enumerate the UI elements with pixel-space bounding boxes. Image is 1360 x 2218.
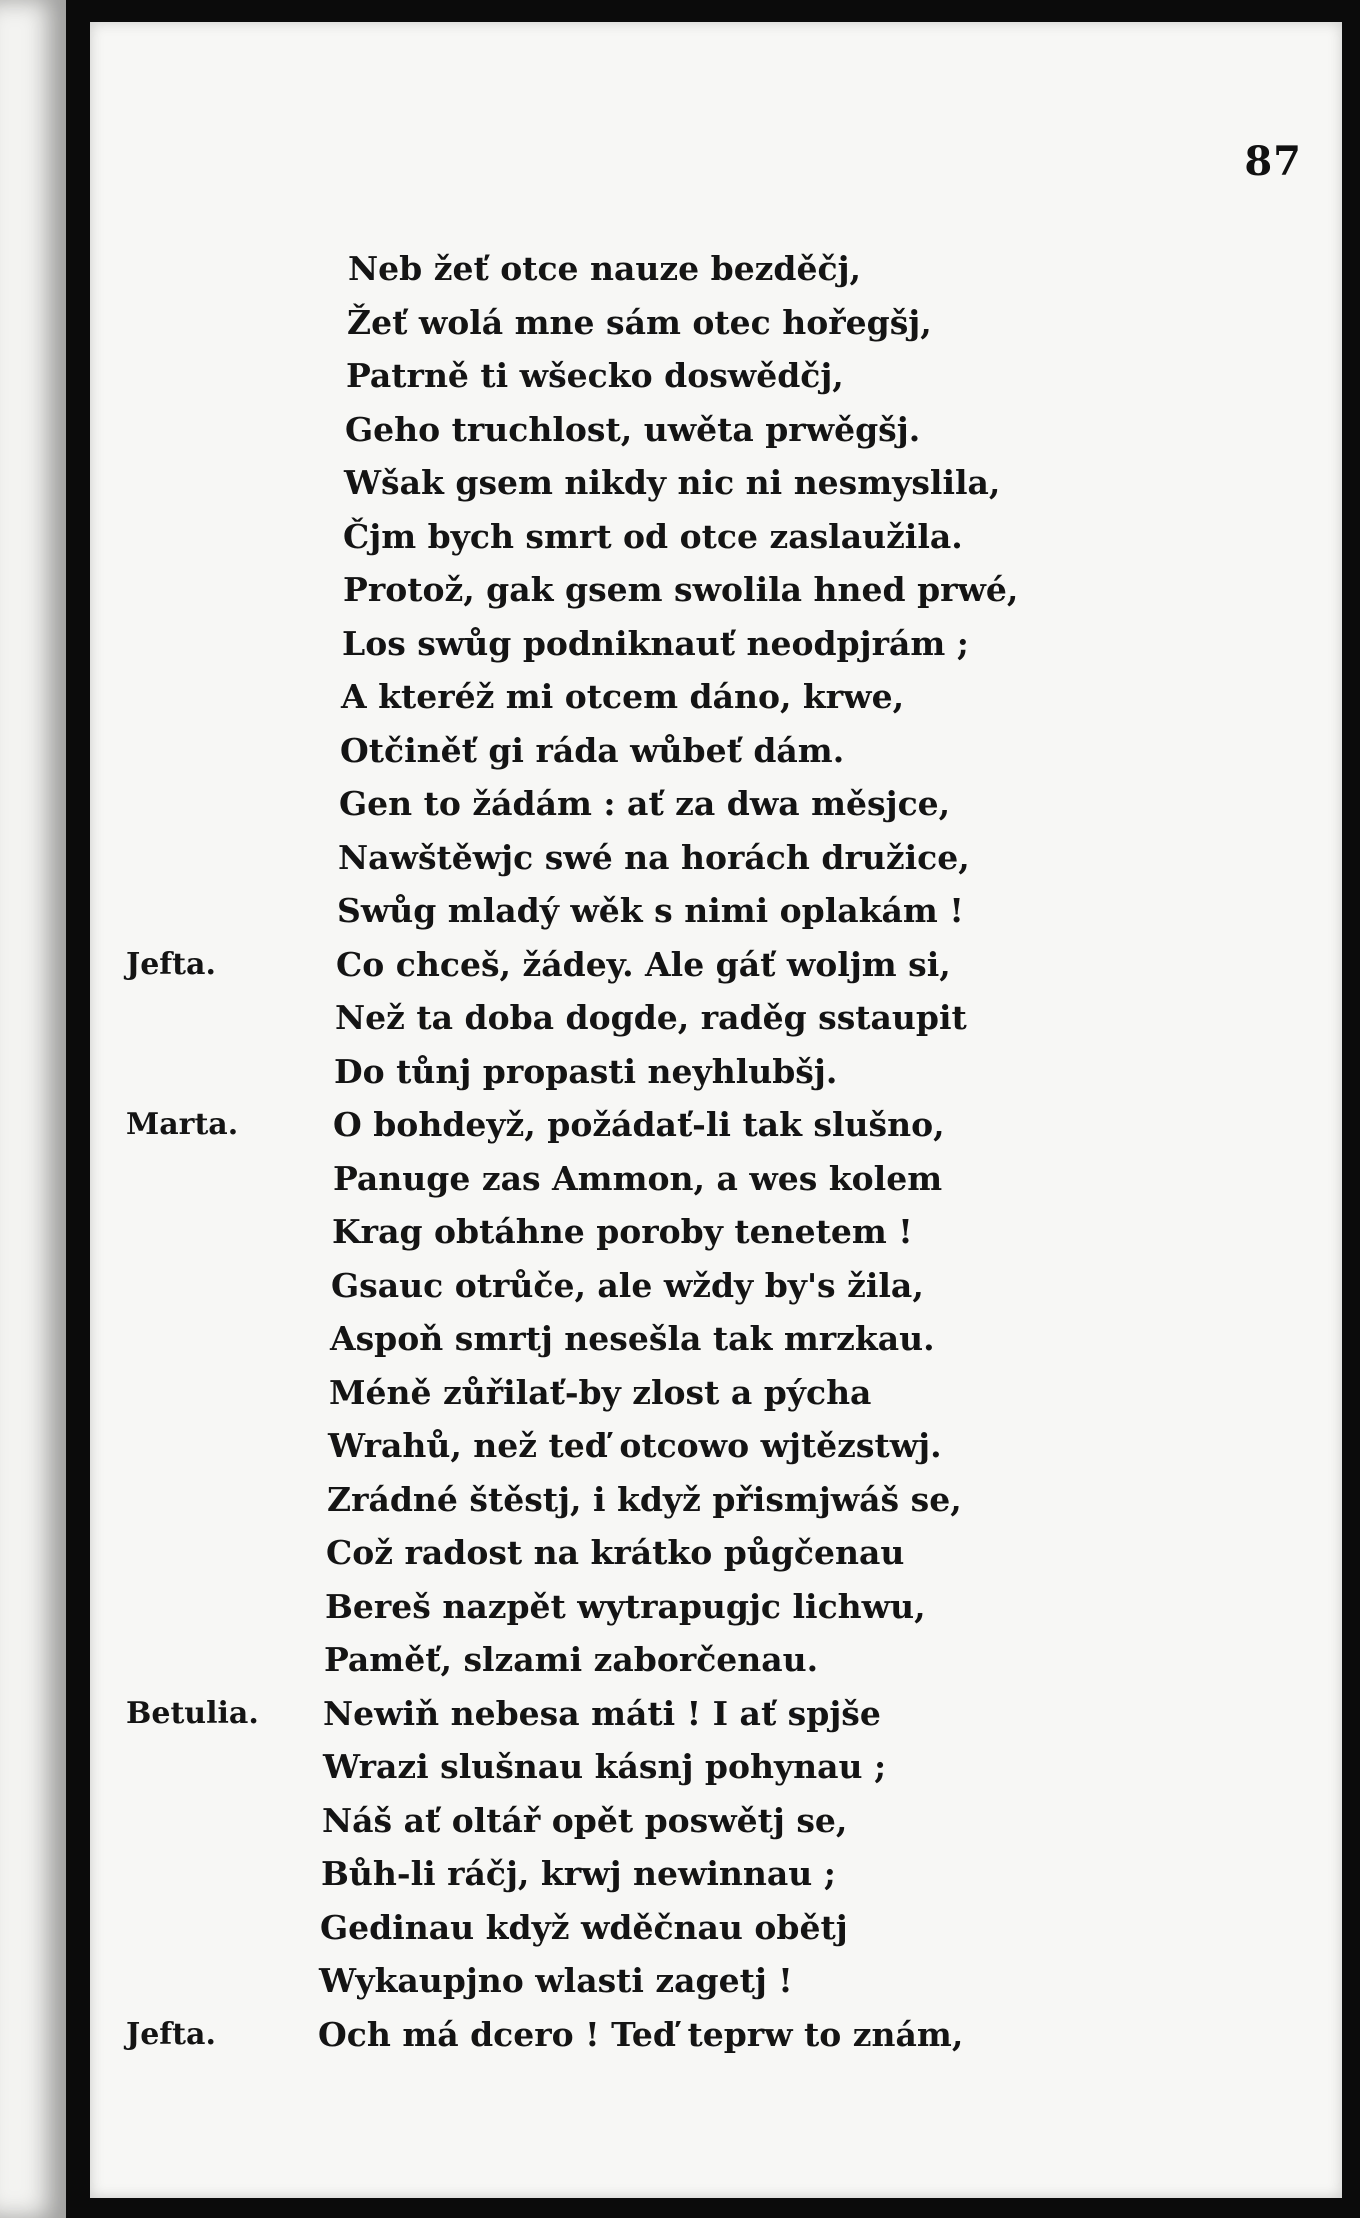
verse-line [90,563,1342,617]
verse-line [90,1366,1342,1420]
verse-line [90,296,1342,350]
verse-text: Krag obtáhne poroby tenetem ! [332,1212,913,1251]
speaker-name: Jefta. [126,2016,216,2052]
verse-text: Patrně ti wšecko doswědčj, [346,356,844,395]
verse-line [90,617,1342,671]
verse-text: Wšak gsem nikdy nic ni nesmyslila, [344,463,1001,502]
verse-text: Než ta doba dogde, raděg sstaupit [335,998,967,1037]
verse-line [90,1473,1342,1527]
adjacent-page-edge [0,0,66,2218]
verse-line [90,1847,1342,1901]
verse-text: Zrádné štěstj, i když přismjwáš se, [327,1479,962,1519]
verse-line [90,510,1342,564]
verse-line [90,1580,1342,1634]
book-page [90,22,1342,2198]
verse-text: Paměť, slzami zaborčenau. [324,1640,819,1679]
verse-text: Gen to žádám : ať za dwa měsjce, [339,784,951,823]
verse-line [90,242,1342,296]
verse-text: Newiň nebesa máti ! I ať spjše [323,1693,881,1733]
verse-line [90,1098,1342,1152]
verse-block [90,242,1342,2061]
verse-text: Nawštěwjc swé na horách družice, [338,837,970,877]
verse-line [90,1205,1342,1259]
verse-line [90,1259,1342,1313]
verse-text: Gsauc otrůče, ale wždy by's žila, [331,1265,924,1305]
page-number: 87 [1244,138,1302,185]
verse-text: Aspoň smrtj nesešla tak mrzkau. [330,1319,935,1358]
verse-line [90,884,1342,938]
verse-text: Bůh-li ráčj, krwj newinnau ; [321,1854,836,1893]
verse-text: Do tůnj propasti neyhlubšj. [334,1051,838,1091]
verse-line [90,777,1342,831]
verse-line [90,938,1342,992]
verse-text: Geho truchlost, uwěta prwěgšj. [345,409,921,449]
verse-text: Los swůg podniknauť neodpjrám ; [342,623,969,663]
verse-line [90,1687,1342,1741]
verse-text: Čjm bych smrt od otce zaslaužila. [343,516,963,556]
verse-text: Což radost na krátko půgčenau [326,1533,905,1572]
verse-line [90,1152,1342,1206]
verse-text: A kteréž mi otcem dáno, krwe, [341,677,905,716]
verse-line [90,349,1342,403]
verse-text: Méně zůřilať-by zlost a pýcha [329,1372,872,1412]
verse-line [90,1312,1342,1366]
verse-line [90,403,1342,457]
verse-line [90,1045,1342,1099]
verse-text: Swůg mladý wěk s nimi oplakám ! [337,891,964,930]
verse-text: Žeť wolá mne sám otec hořegšj, [347,302,932,342]
verse-line [90,724,1342,778]
verse-text: Protož, gak gsem swolila hned prwé, [343,570,1019,609]
verse-text: Neb žeť otce nauze bezděčj, [348,249,862,288]
verse-line [90,831,1342,885]
verse-line [90,1633,1342,1687]
verse-line [90,1901,1342,1955]
speaker-name: Betulia. [126,1695,259,1731]
verse-text: Och má dcero ! Teď teprw to znám, [318,2014,964,2054]
verse-line [90,456,1342,510]
verse-text: Náš ať oltář opět poswětj se, [322,1800,848,1840]
verse-line [90,1526,1342,1580]
verse-text: Gedinau když wděčnau obětj [320,1907,848,1947]
speaker-name: Jefta. [126,946,216,982]
verse-text: Wrahů, než teď otcowo wjtězstwj. [328,1426,942,1465]
speaker-name: Marta. [126,1107,239,1142]
verse-line [90,1740,1342,1794]
verse-line [90,670,1342,724]
verse-line [90,1419,1342,1473]
verse-text: Wrazi slušnau kásnj pohynau ; [323,1747,887,1786]
verse-text: Co chceš, žádey. Ale gáť woljm si, [336,944,951,984]
verse-line [90,1794,1342,1848]
verse-text: Otčiněť gi ráda wůbeť dám. [340,730,845,770]
verse-text: Panuge zas Ammon, a wes kolem [333,1158,943,1198]
verse-line [90,1954,1342,2008]
verse-line [90,991,1342,1045]
verse-text: O bohdeyž, požádať-li tak slušno, [333,1105,945,1144]
verse-text: Wykaupjno wlasti zagetj ! [319,1961,793,2000]
verse-text: Bereš nazpět wytrapugjc lichwu, [325,1586,926,1626]
verse-line [90,2008,1342,2062]
